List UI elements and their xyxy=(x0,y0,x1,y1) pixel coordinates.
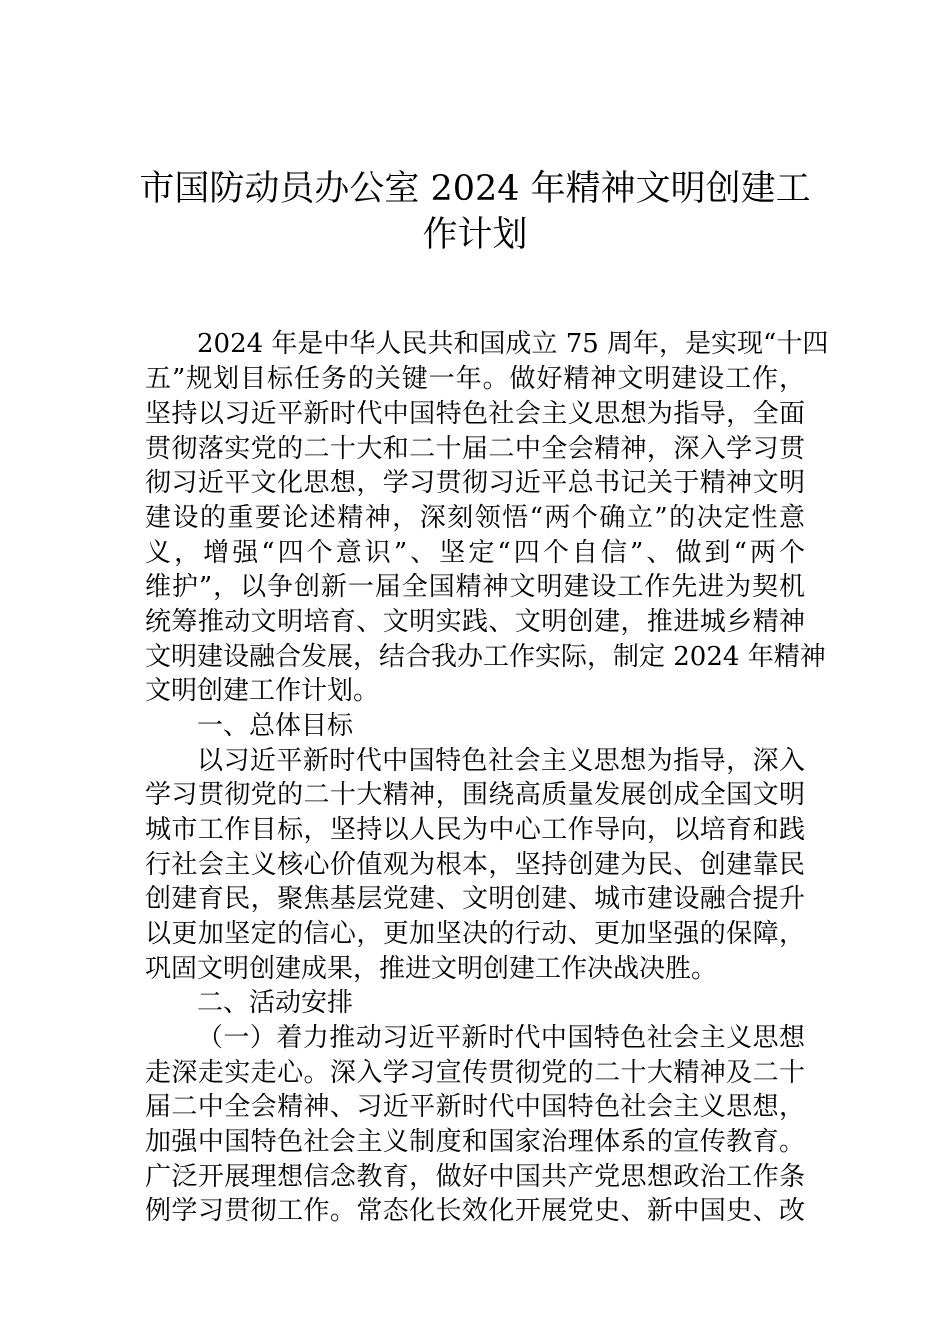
body-line: 彻习近平文化思想，学习贯彻习近平总书记关于精神文明 xyxy=(145,468,805,498)
body-line: 走深走实走心。深入学习宣传贯彻党的二十大精神及二十 xyxy=(145,1058,805,1088)
body-line: 例学习贯彻工作。常态化长效化开展党史、新中国史、改 xyxy=(145,1196,805,1226)
document-title-line-2: 作计划 xyxy=(422,215,528,255)
body-line: 文明建设融合发展，结合我办工作实际，制定 2024 年精神 xyxy=(145,642,826,672)
body-line: （一）着力推动习近平新时代中国特色社会主义思想 xyxy=(197,1023,805,1053)
body-line: 文明创建工作计划。 xyxy=(145,676,380,706)
body-line: 以习近平新时代中国特色社会主义思想为指导，深入 xyxy=(197,746,805,776)
body-line: 创建育民，聚焦基层党建、文明创建、城市建设融合提升 xyxy=(145,884,805,914)
document-title-line-1: 市国防动员办公室 2024 年精神文明创建工 xyxy=(139,169,811,209)
body-line: 维护”，以争创新一届全国精神文明建设工作先进为契机 xyxy=(145,572,805,602)
body-line: 建设的重要论述精神，深刻领悟“两个确立”的决定性意 xyxy=(145,503,805,533)
body-line: 义，增强“四个意识”、坚定“四个自信”、做到“两个 xyxy=(145,538,805,568)
body-line: 广泛开展理想信念教育，做好中国共产党思想政治工作条 xyxy=(145,1162,805,1192)
body-line: 巩固文明创建成果，推进文明创建工作决战决胜。 xyxy=(145,954,718,984)
body-line: 学习贯彻党的二十大精神，围绕高质量发展创成全国文明 xyxy=(145,780,805,810)
body-line: 行社会主义核心价值观为根本，坚持创建为民、创建靠民 xyxy=(145,850,805,880)
section-heading: 二、活动安排 xyxy=(197,988,354,1018)
body-line: 坚持以习近平新时代中国特色社会主义思想为指导，全面 xyxy=(145,399,805,429)
body-line: 以更加坚定的信心，更加坚决的行动、更加坚强的保障， xyxy=(145,919,805,949)
body-line: 贯彻落实党的二十大和二十届二中全会精神，深入学习贯 xyxy=(145,434,805,464)
body-line: 加强中国特色社会主义制度和国家治理体系的宣传教育。 xyxy=(145,1127,805,1157)
section-heading: 一、总体目标 xyxy=(197,711,354,741)
body-line: 城市工作目标，坚持以人民为中心工作导向，以培育和践 xyxy=(145,815,805,845)
body-line: 五”规划目标任务的关键一年。做好精神文明建设工作， xyxy=(145,364,805,394)
body-line: 2024 年是中华人民共和国成立 75 周年，是实现“十四 xyxy=(197,329,829,359)
body-line: 届二中全会精神、习近平新时代中国特色社会主义思想， xyxy=(145,1092,805,1122)
body-line: 统筹推动文明培育、文明实践、文明创建，推进城乡精神 xyxy=(145,607,805,637)
